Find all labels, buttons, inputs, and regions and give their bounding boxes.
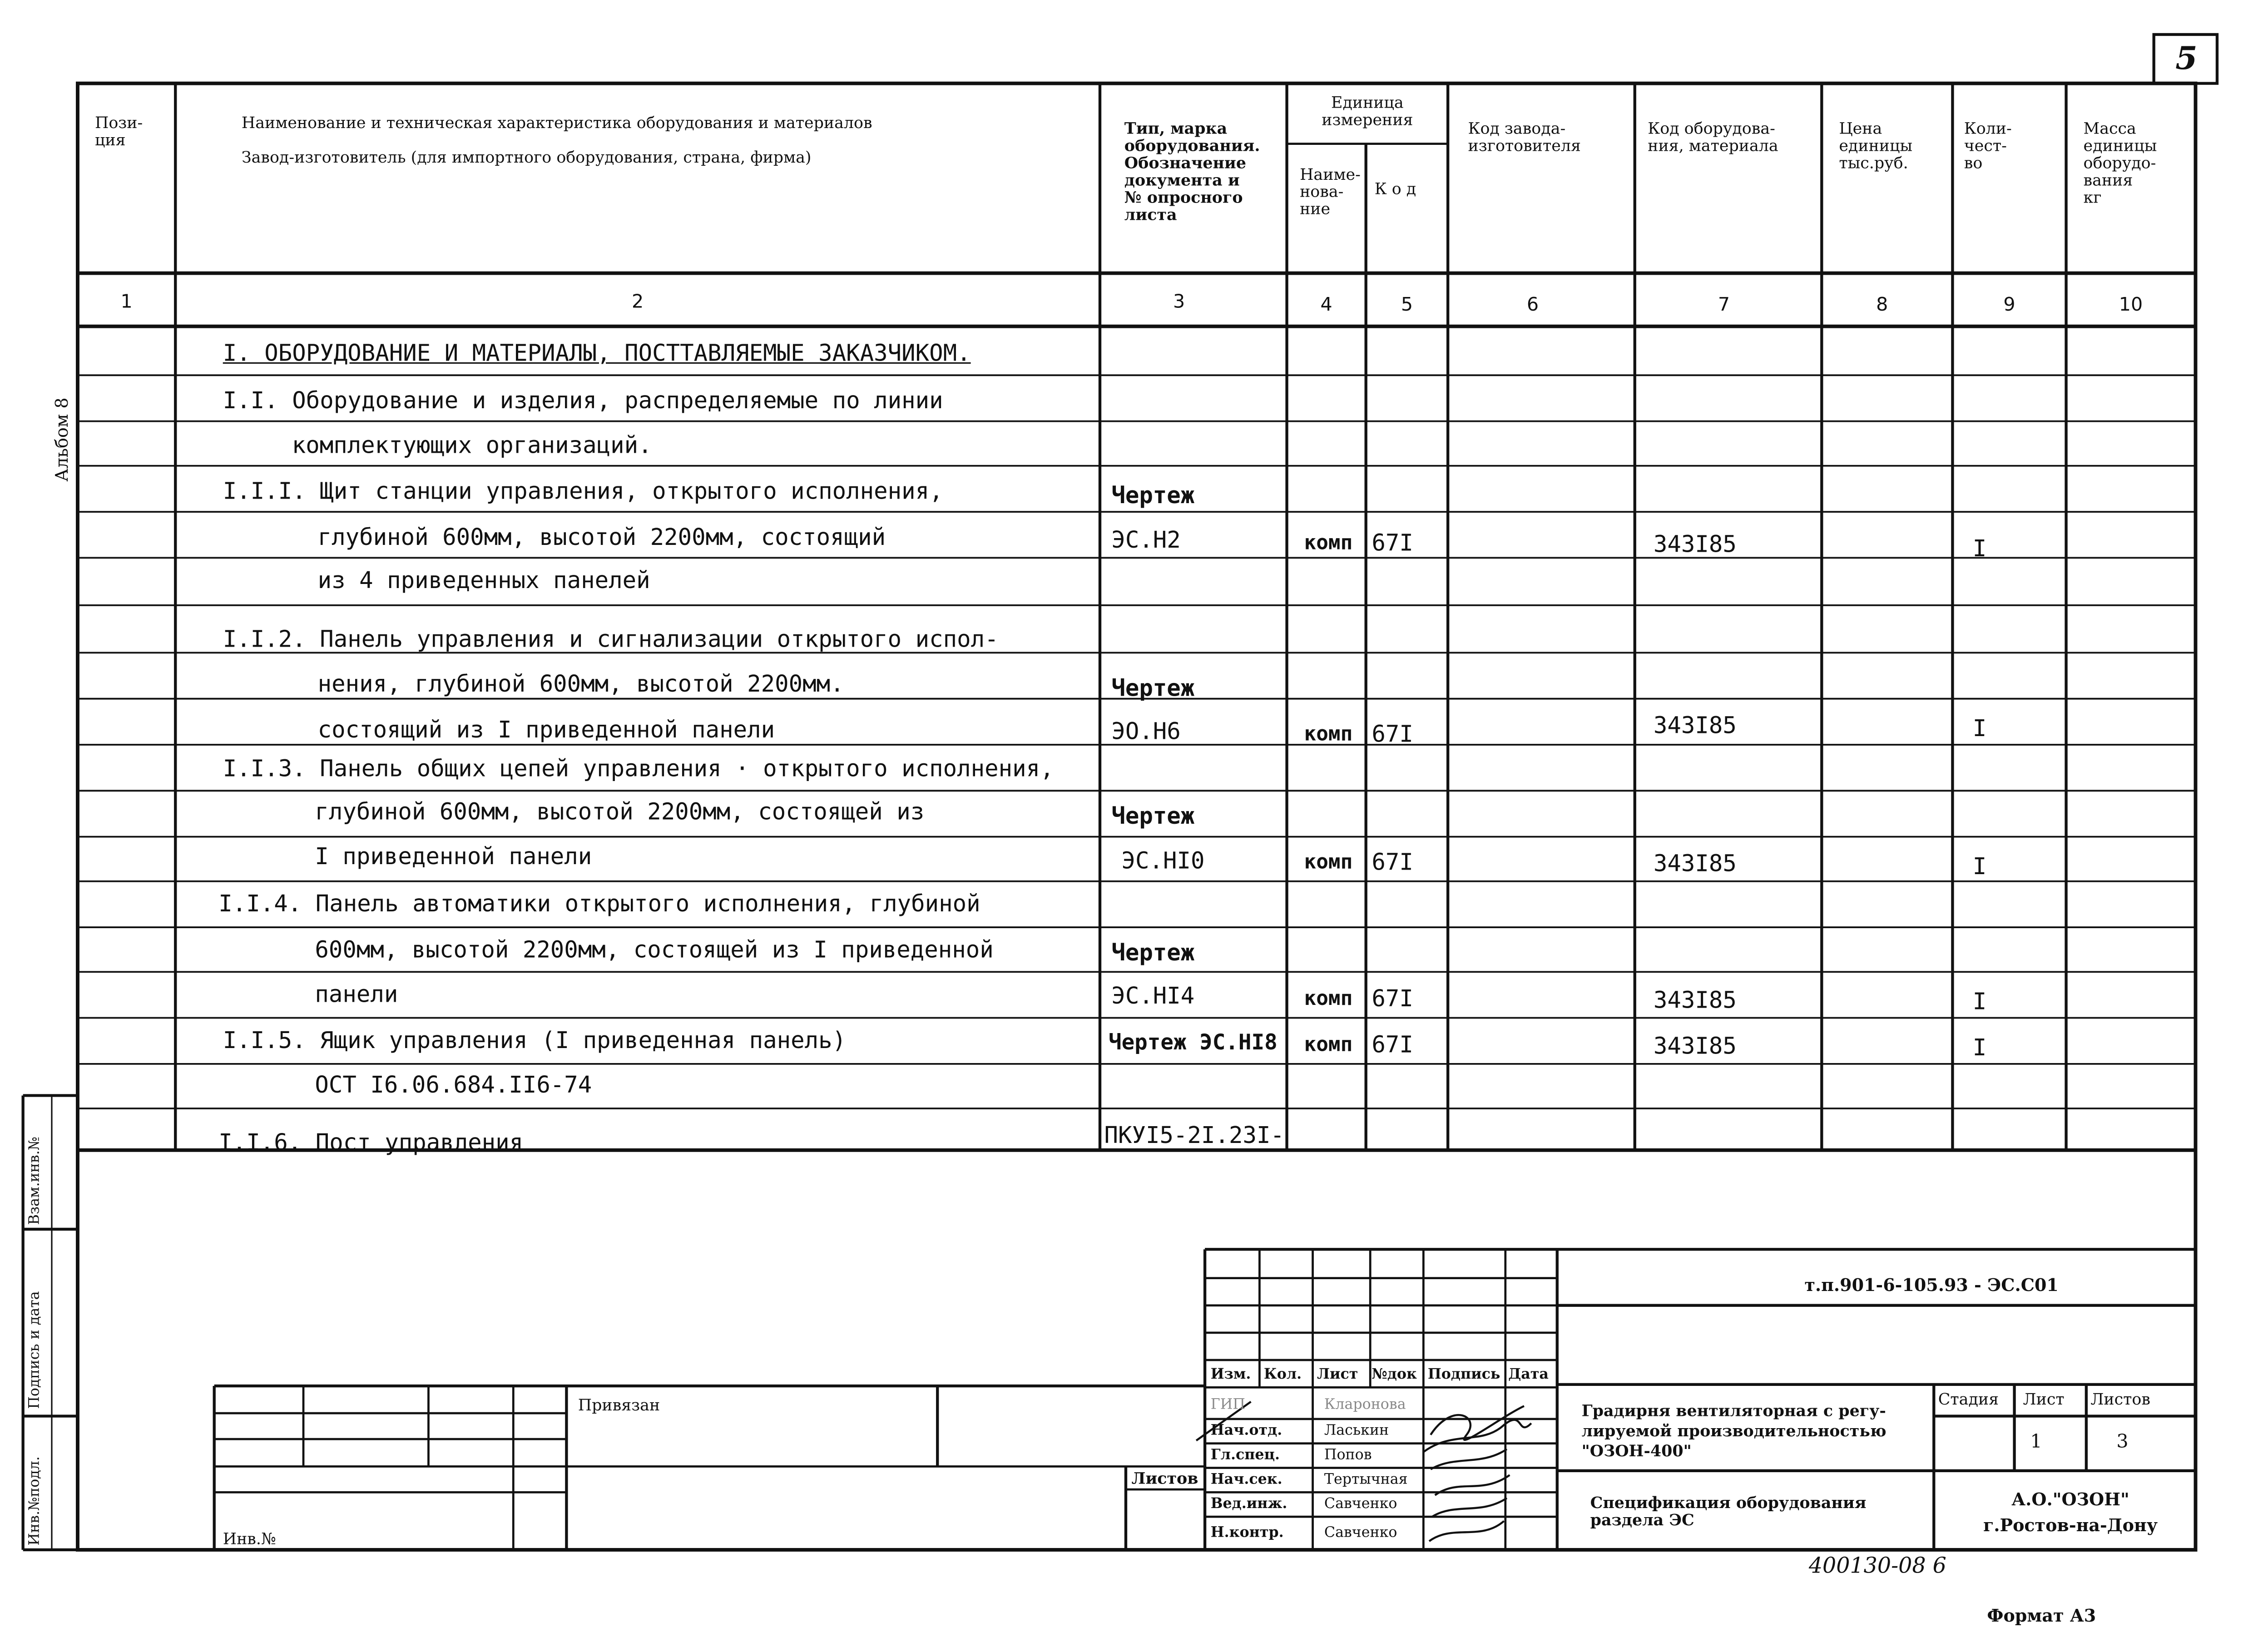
row-unit-code: 67I	[1372, 1031, 1413, 1058]
object-name: Градирня вентиляторная с регу- лируемой производительностью "ОЗОН-400"	[1581, 1401, 1887, 1461]
rev-header: Изм.	[1210, 1367, 1251, 1383]
row-unit-code: 67I	[1372, 720, 1413, 748]
staff-role: Нач.сек.	[1210, 1472, 1282, 1488]
column-number: 1	[120, 292, 133, 314]
row-material-code: 343I85	[1653, 712, 1737, 739]
row-material-code: 343I85	[1653, 1032, 1737, 1060]
row-type: Чертеж	[1111, 939, 1195, 966]
staff-name: Попов	[1324, 1448, 1372, 1464]
staff-role: Н.контр.	[1210, 1525, 1284, 1541]
row-name: I.I.I. Щит станции управления, открытого исполнения,	[223, 477, 943, 505]
column-number: 7	[1718, 295, 1730, 317]
row-name: ОСТ I6.06.684.II6-74	[315, 1071, 592, 1098]
row-type: ЭС.НI0	[1121, 846, 1205, 874]
sheet-value: 1	[2030, 1432, 2042, 1454]
row-type: Чертеж ЭС.НI8	[1108, 1029, 1278, 1055]
header-type: Тип, марка оборудования. Обозначение документа и № опросного листа	[1124, 119, 1260, 224]
row-material-code: 343I85	[1653, 986, 1737, 1014]
row-type: Чертеж	[1111, 802, 1195, 830]
row-name: панели	[315, 980, 398, 1008]
row-material-code: 343I85	[1653, 530, 1737, 558]
column-number: 3	[1173, 292, 1185, 314]
header-unit-name: Наиме- нова- ние	[1300, 165, 1361, 219]
sheet-title: Спецификация оборудования раздела ЭС	[1590, 1494, 1867, 1530]
header-unit-code: К о д	[1374, 179, 1416, 198]
row-name: I.I.2. Панель управления и сигнализации открытого испол-	[223, 625, 999, 653]
sheet-label: Лист	[2023, 1390, 2065, 1409]
row-type: ЭС.НI4	[1111, 982, 1195, 1009]
header-position: Пози- ция	[94, 114, 143, 150]
header-unit: Единица измерения	[1322, 93, 1413, 129]
row-unit-code: 67I	[1372, 529, 1413, 557]
row-quantity: I	[1972, 852, 1987, 880]
row-name: нения, глубиной 600мм, высотой 2200мм.	[317, 670, 844, 697]
staff-name: Савченко	[1324, 1496, 1397, 1513]
row-unit-code: 67I	[1372, 984, 1413, 1012]
signatures	[1196, 1402, 1531, 1541]
staff-name: Кларонова	[1324, 1397, 1406, 1414]
row-unit: комп	[1304, 723, 1353, 747]
row-unit: комп	[1304, 1034, 1353, 1057]
side-stamp-replaced-inv: Взам.инв.№	[27, 1137, 43, 1225]
side-stamp-original-inv: Инв.№подл.	[27, 1456, 43, 1546]
sheets-value: 3	[2116, 1432, 2129, 1454]
row-name: I.I.3. Панель общих цепей управления · открытого исполнения,	[223, 755, 1054, 782]
side-stamp-signature-date: Подпись и дата	[27, 1291, 43, 1409]
column-number: 4	[1320, 295, 1332, 317]
column-number: 5	[1401, 295, 1413, 317]
rev-header: Дата	[1508, 1367, 1549, 1383]
row-name: I.I.5. Ящик управления (I приведенная панель)	[223, 1026, 847, 1054]
row-type: ЭО.Н6	[1111, 717, 1181, 745]
staff-name: Тертычная	[1324, 1472, 1408, 1488]
listov-label: Листов	[1131, 1469, 1198, 1488]
header-quantity: Коли- чест- во	[1964, 119, 2012, 173]
staff-role: Вед.инж.	[1210, 1496, 1287, 1513]
header-material-code: Код оборудова- ния, материала	[1648, 119, 1778, 155]
row-quantity: I	[1972, 534, 1987, 562]
staff-name: Ласькин	[1324, 1423, 1389, 1439]
row-unit: комп	[1304, 988, 1353, 1011]
organization: А.О."ОЗОН" г.Ростов-на-Дону	[1983, 1489, 2158, 1536]
row-name: состоящий из I приведенной панели	[317, 716, 775, 743]
row-quantity: I	[1972, 1034, 1987, 1061]
staff-role: Нач.отд.	[1210, 1423, 1282, 1439]
header-name-line1: Наименование и техническая характеристика оборудования и материалов	[241, 114, 872, 133]
row-unit-code: 67I	[1372, 848, 1413, 876]
row-material-code: 343I85	[1653, 850, 1737, 877]
handwritten-note: 400130-08 6	[1808, 1553, 1946, 1579]
sheet-number: 5	[2175, 40, 2198, 78]
inventory-number-label: Инв.№	[223, 1529, 276, 1548]
rev-header: Лист	[1317, 1367, 1358, 1383]
row-name: комплектующих организаций.	[292, 431, 652, 459]
row-unit: комп	[1304, 532, 1353, 555]
row-name: глубиной 600мм, высотой 2200мм, состоящей из	[315, 798, 925, 826]
staff-name: Савченко	[1324, 1525, 1397, 1541]
row-unit: комп	[1304, 851, 1353, 874]
row-name: I.I.6. Пост управления	[218, 1128, 524, 1156]
rev-header: №док	[1372, 1367, 1417, 1383]
column-number: 8	[1876, 295, 1888, 317]
row-type: Чертеж	[1111, 674, 1195, 702]
stage-label: Стадия	[1938, 1390, 1999, 1409]
row-quantity: I	[1972, 714, 1987, 742]
row-type: Чертеж	[1111, 481, 1195, 509]
column-number: 9	[2003, 295, 2015, 317]
row-name: 600мм, высотой 2200мм, состоящей из I приведенной	[315, 936, 994, 964]
header-name-line2: Завод-изготовитель (для импортного оборудования, страна, фирма)	[241, 148, 812, 167]
rev-header: Кол.	[1263, 1367, 1302, 1383]
header-mass: Масса единицы оборудо- вания кг	[2083, 119, 2157, 207]
column-number: 2	[632, 292, 644, 314]
header-price: Цена единицы тыс.руб.	[1839, 119, 1913, 173]
column-number: 6	[1526, 295, 1539, 317]
privyazan-label: Привязан	[578, 1396, 660, 1415]
row-name: глубиной 600мм, высотой 2200мм, состоящий	[317, 523, 886, 551]
album-label: Альбом 8	[51, 397, 72, 482]
rev-header: Подпись	[1427, 1367, 1500, 1383]
sheets-label: Листов	[2090, 1390, 2150, 1409]
section-heading: I. ОБОРУДОВАНИЕ И МАТЕРИАЛЫ, ПОСТТАВЛЯЕМЫЕ ЗАКАЗЧИКОМ.	[223, 339, 971, 367]
staff-role: Гл.спец.	[1210, 1448, 1280, 1464]
header-factory-code: Код завода- изготовителя	[1468, 119, 1581, 155]
staff-role: ГИП	[1210, 1397, 1245, 1414]
row-name: I.I.4. Панель автоматики открытого исполнения, глубиной	[218, 890, 980, 917]
row-type: ЭС.Н2	[1111, 526, 1181, 554]
document-code: т.п.901-6-105.93 - ЭС.С01	[1804, 1275, 2059, 1296]
row-name: I.I. Оборудование и изделия, распределяемые по линии	[223, 386, 943, 414]
format-label: Формат А3	[1987, 1606, 2096, 1626]
row-quantity: I	[1972, 988, 1987, 1015]
row-name: I приведенной панели	[315, 842, 592, 870]
row-type: ПКУI5-2I.23I-	[1104, 1121, 1284, 1149]
row-name: из 4 приведенных панелей	[317, 566, 650, 594]
column-number: 10	[2119, 295, 2143, 317]
